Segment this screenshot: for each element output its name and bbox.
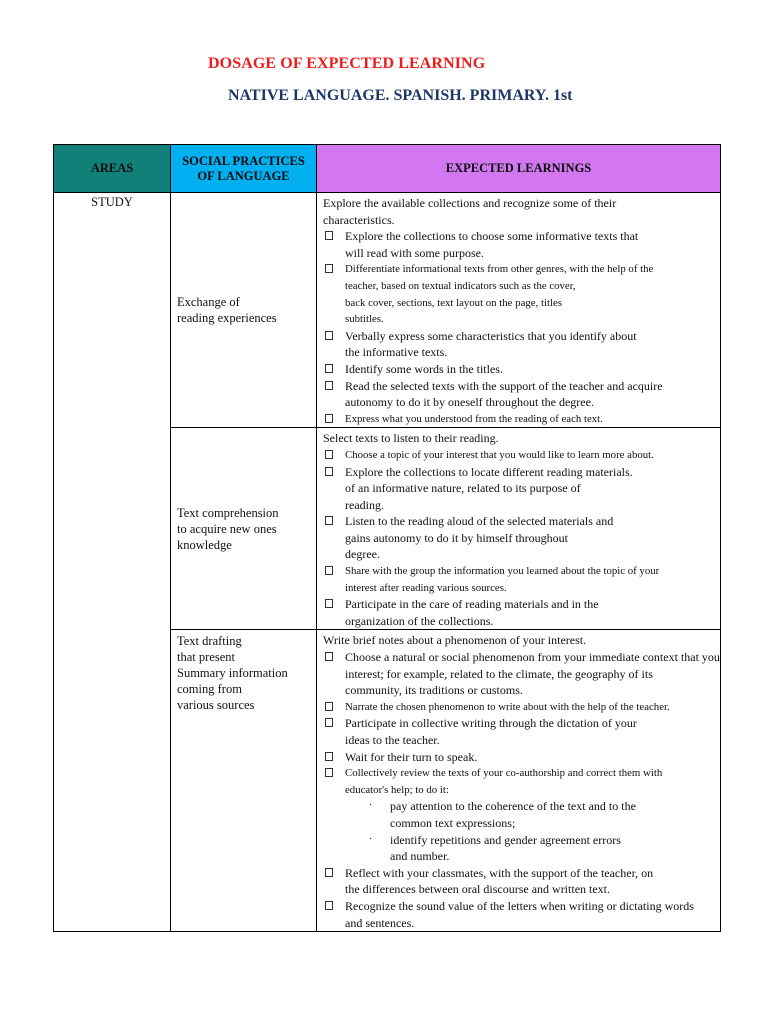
social-practice-line: reading experiences bbox=[177, 311, 277, 326]
learning-table bbox=[53, 144, 721, 932]
sub-item-line: and number. bbox=[390, 849, 450, 864]
checkbox-bullet-icon bbox=[325, 652, 333, 661]
list-item-line: interest; for example, related to the climate, the geography of its bbox=[345, 666, 653, 681]
list-item-line: Read the selected texts with the support of the teacher and acquire bbox=[345, 378, 663, 393]
social-practice-line: to acquire new ones bbox=[177, 521, 277, 536]
list-item-line: teacher, based on textual indicators such as the cover, bbox=[345, 279, 576, 292]
checkbox-bullet-icon bbox=[325, 364, 333, 373]
list-item bbox=[323, 765, 720, 798]
social-practice-cell bbox=[171, 630, 317, 932]
expected-learnings-cell bbox=[317, 428, 721, 630]
list-item-line: and sentences. bbox=[345, 915, 415, 930]
list-item bbox=[323, 699, 720, 716]
intro-line: characteristics. bbox=[323, 212, 395, 227]
list-item bbox=[323, 361, 720, 378]
expected-learnings-cell bbox=[317, 630, 721, 932]
list-item-line: Explore the collections to locate different reading materials. bbox=[345, 464, 633, 479]
sub-item-line: common text expressions; bbox=[390, 815, 516, 830]
list-item-line: autonomy to do it by oneself throughout the degree. bbox=[345, 395, 594, 410]
list-item-line: community, its traditions or customs. bbox=[345, 683, 523, 698]
sub-item-line: pay attention to the coherence of the text and to the bbox=[390, 799, 636, 814]
list-item-line: organization of the collections. bbox=[345, 613, 494, 628]
intro-line: Explore the available collections and recognize some of their bbox=[323, 196, 617, 210]
social-practice-cell bbox=[171, 193, 317, 428]
list-item-line: Narrate the chosen phenomenon to write about with the help of the teacher. bbox=[345, 700, 670, 713]
list-item-line: Verbally express some characteristics that you identify about bbox=[345, 328, 637, 343]
checkbox-bullet-icon bbox=[325, 702, 333, 711]
checkbox-bullet-icon bbox=[325, 331, 333, 340]
header-social-line1: SOCIAL PRACTICES bbox=[182, 153, 305, 168]
list-item bbox=[323, 715, 720, 748]
list-item-line: will read with some purpose. bbox=[345, 245, 484, 260]
list-item bbox=[323, 261, 720, 327]
list-item-line: Choose a topic of your interest that you would like to learn more about. bbox=[345, 448, 654, 461]
checkbox-bullet-icon bbox=[325, 868, 333, 877]
list-item-line: Wait for their turn to speak. bbox=[345, 749, 478, 764]
checkbox-bullet-icon bbox=[325, 381, 333, 390]
list-item bbox=[323, 898, 720, 931]
list-item-line: reading. bbox=[345, 497, 384, 512]
list-item-line: Listen to the reading aloud of the selected materials and bbox=[345, 514, 614, 529]
social-practice-line: coming from bbox=[177, 682, 242, 697]
checkbox-bullet-icon bbox=[325, 566, 333, 575]
list-item-line: Express what you understood from the reading of each text. bbox=[345, 412, 603, 425]
checkbox-bullet-icon bbox=[325, 450, 333, 459]
social-practice-line: knowledge bbox=[177, 537, 232, 552]
header-social-line2: OF LANGUAGE bbox=[197, 168, 290, 183]
list-item bbox=[323, 228, 720, 261]
list-item-line: interest after reading various sources. bbox=[345, 581, 507, 594]
list-item-line: the informative texts. bbox=[345, 345, 448, 360]
intro-line: Write brief notes about a phenomenon of your interest. bbox=[323, 633, 587, 648]
list-item-line: Recognize the sound value of the letters when writing or dictating words bbox=[345, 898, 694, 913]
document-subtitle: NATIVE LANGUAGE. SPANISH. PRIMARY. 1st bbox=[228, 87, 573, 104]
table-header-row bbox=[54, 145, 721, 193]
list-item-line: Participate in the care of reading materials and in the bbox=[345, 597, 599, 612]
bullet-dot-icon: · bbox=[369, 833, 373, 845]
list-item bbox=[323, 563, 720, 596]
checkbox-bullet-icon bbox=[325, 718, 333, 727]
list-item bbox=[323, 596, 720, 629]
list-item-line: of an informative nature, related to its purpose of bbox=[345, 481, 581, 496]
list-item-line: gains autonomy to do it by himself throughout bbox=[345, 530, 568, 545]
social-practice-cell bbox=[171, 428, 317, 630]
social-practice-line: Summary information bbox=[177, 666, 288, 681]
list-item-line: Choose a natural or social phenomenon from your immediate context that you bbox=[345, 650, 720, 665]
intro-line: Select texts to listen to their reading. bbox=[323, 431, 499, 446]
header-areas: AREAS bbox=[54, 145, 171, 193]
checkbox-bullet-icon bbox=[325, 516, 333, 525]
checkbox-bullet-icon bbox=[325, 599, 333, 608]
table-row bbox=[54, 193, 721, 428]
list-item-line: Explore the collections to choose some informative texts that bbox=[345, 229, 639, 244]
header-expected-learnings: EXPECTED LEARNINGS bbox=[317, 145, 721, 193]
list-item bbox=[323, 447, 720, 464]
checkbox-bullet-icon bbox=[325, 752, 333, 761]
list-item bbox=[323, 411, 720, 428]
social-practice-line: Text drafting bbox=[177, 634, 242, 649]
list-item bbox=[323, 328, 720, 361]
list-item bbox=[323, 749, 720, 766]
expected-learnings-cell bbox=[317, 193, 721, 428]
list-item-line: back cover, sections, text layout on the page, titles bbox=[345, 296, 562, 309]
list-item-line: Identify some words in the titles. bbox=[345, 361, 503, 376]
sub-list-item bbox=[323, 832, 720, 865]
checkbox-bullet-icon bbox=[325, 768, 333, 777]
list-item-line: Collectively review the texts of your co-authorship and correct them with bbox=[345, 767, 663, 780]
social-practice-line: that present bbox=[177, 650, 235, 665]
checkbox-bullet-icon bbox=[325, 414, 333, 423]
list-item bbox=[323, 649, 720, 699]
area-cell: STUDY bbox=[54, 193, 171, 932]
social-practice-line: Exchange of bbox=[177, 295, 240, 310]
list-item-line: educator's help; to do it: bbox=[345, 783, 449, 796]
checkbox-bullet-icon bbox=[325, 901, 333, 910]
social-practice-line: Text comprehension bbox=[177, 505, 279, 520]
sub-item-line: identify repetitions and gender agreement errors bbox=[390, 832, 621, 847]
list-item-line: Differentiate informational texts from other genres, with the help of the bbox=[345, 263, 654, 276]
social-practice-line: various sources bbox=[177, 698, 255, 713]
list-item bbox=[323, 865, 720, 898]
list-item-line: degree. bbox=[345, 547, 380, 562]
sub-list-item bbox=[323, 798, 720, 831]
list-item bbox=[323, 464, 720, 514]
checkbox-bullet-icon bbox=[325, 467, 333, 476]
bullet-dot-icon: · bbox=[369, 800, 373, 812]
list-item bbox=[323, 378, 720, 411]
list-item-line: Participate in collective writing through the dictation of your bbox=[345, 716, 637, 731]
checkbox-bullet-icon bbox=[325, 264, 333, 273]
list-item-line: subtitles. bbox=[345, 313, 384, 326]
list-item-line: the differences between oral discourse and written text. bbox=[345, 882, 611, 897]
document-title: DOSAGE OF EXPECTED LEARNING bbox=[208, 55, 486, 72]
list-item bbox=[323, 513, 720, 563]
list-item-line: Reflect with your classmates, with the support of the teacher, on bbox=[345, 865, 654, 880]
list-item-line: Share with the group the information you learned about the topic of your bbox=[345, 565, 660, 578]
list-item-line: ideas to the teacher. bbox=[345, 733, 440, 747]
checkbox-bullet-icon bbox=[325, 231, 333, 240]
header-social-practices bbox=[171, 145, 317, 193]
